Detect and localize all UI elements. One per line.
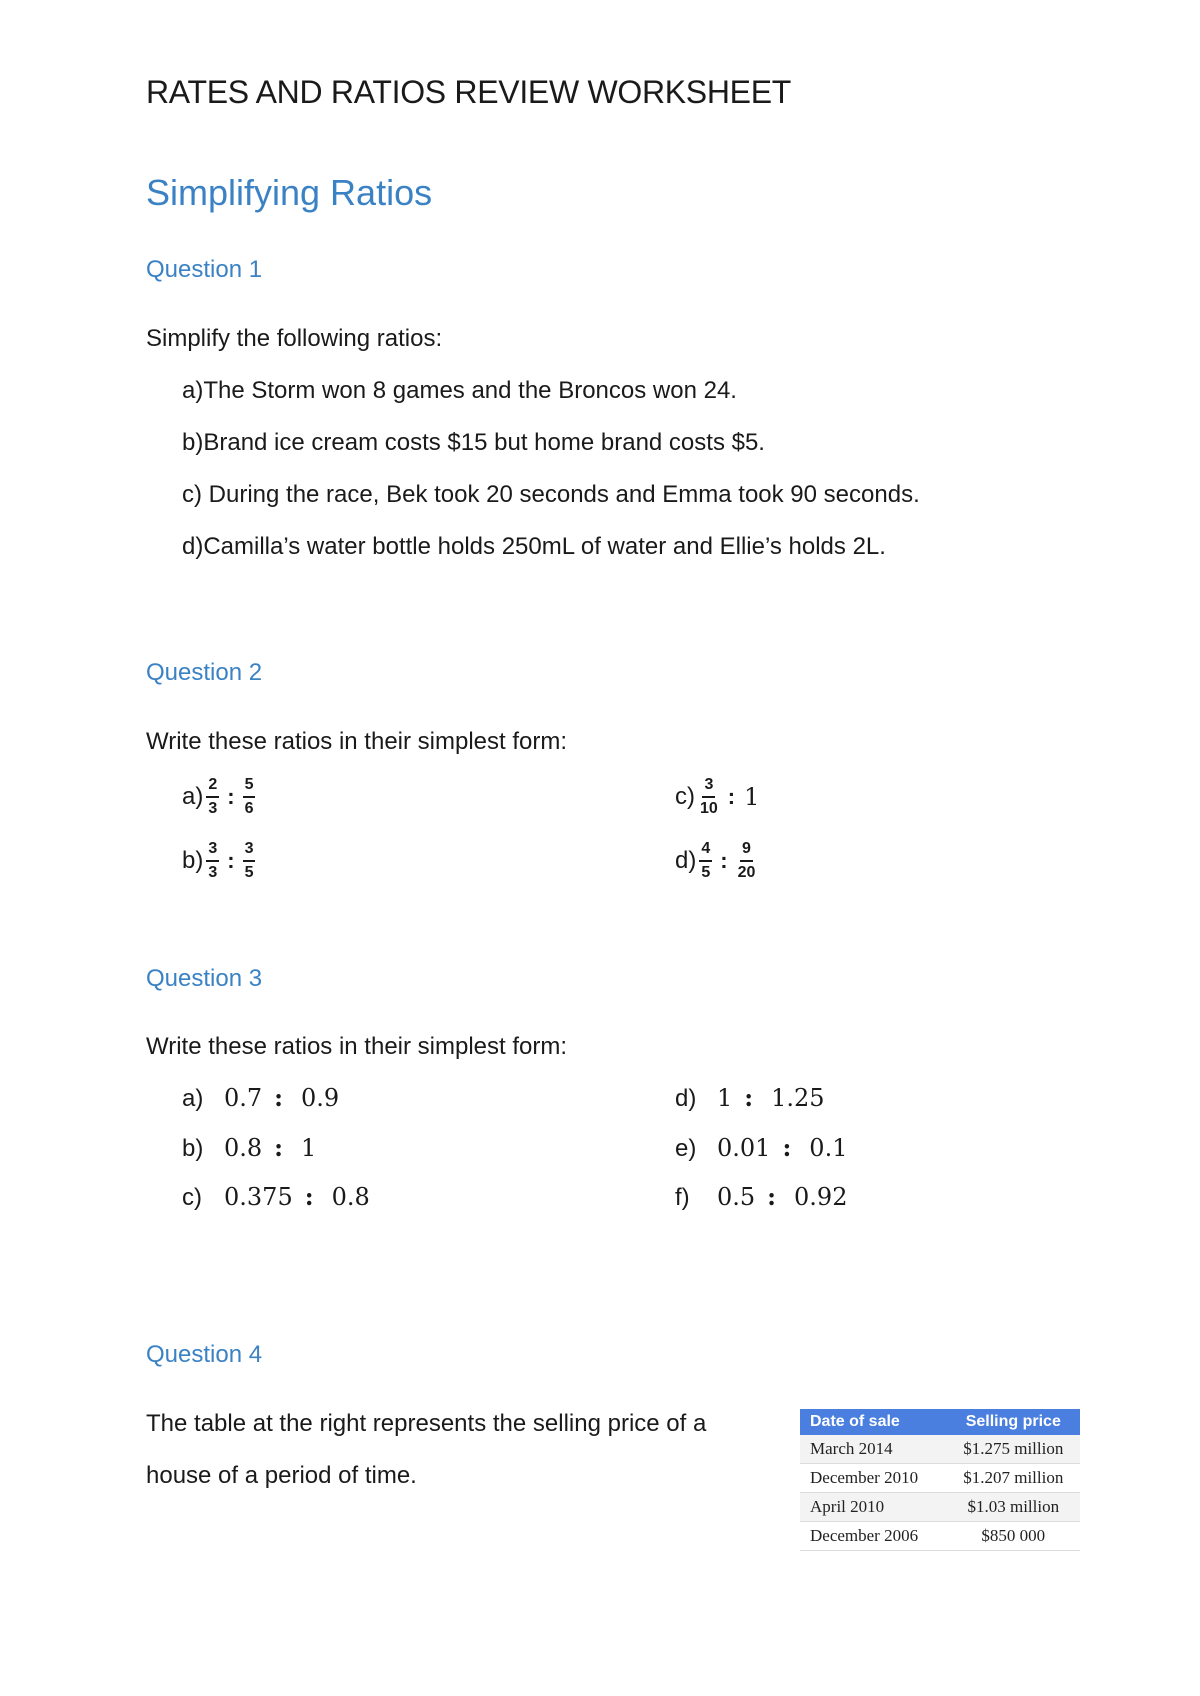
ratio-left: 0.8 (224, 1134, 263, 1162)
question-2-item-c (675, 776, 759, 819)
question-1-item-b: b)Brand ice cream costs $15 but home brand costs $5. (182, 429, 765, 456)
table-row (800, 1464, 1080, 1493)
ratio-colon: : (767, 1182, 777, 1211)
question-2-item-b (182, 840, 258, 883)
ratio-colon: : (274, 1133, 284, 1162)
ratio-right: 1 (301, 1134, 317, 1162)
numerator: 3 (702, 776, 715, 798)
price-cell: $850 000 (945, 1522, 1080, 1551)
denominator: 5 (701, 864, 711, 882)
date-cell: December 2010 (800, 1464, 945, 1493)
question-4-heading: Question 4 (146, 1341, 263, 1368)
date-cell: April 2010 (800, 1493, 945, 1522)
ratio-colon: : (227, 784, 235, 810)
column-header-date: Date of sale (800, 1409, 945, 1435)
question-3-item-a (182, 1083, 339, 1113)
price-cell: $1.207 million (945, 1464, 1080, 1493)
item-label: b) (182, 1135, 204, 1162)
item-label: a) (182, 1085, 204, 1112)
fraction (206, 776, 219, 819)
question-2-item-a (182, 776, 258, 819)
ratio-colon: : (744, 1083, 754, 1112)
ratio-left: 0.01 (717, 1134, 771, 1162)
ratio-right: 1.25 (771, 1084, 825, 1112)
denominator: 3 (208, 864, 218, 882)
ratio-right: 0.92 (794, 1183, 848, 1211)
ratio-right: 0.1 (809, 1134, 848, 1162)
table-row (800, 1493, 1080, 1522)
denominator: 5 (244, 864, 254, 882)
item-label: c) (675, 783, 695, 811)
question-2-item-d (675, 840, 760, 883)
question-2-prompt: Write these ratios in their simplest form: (146, 728, 568, 755)
ratio-right: 0.8 (331, 1183, 370, 1211)
question-3-item-f (675, 1182, 847, 1212)
ratio-colon: : (227, 848, 235, 874)
denominator: 20 (737, 864, 756, 882)
price-cell: $1.03 million (945, 1493, 1080, 1522)
question-3-item-b (182, 1133, 316, 1163)
ratio-right: 0.9 (301, 1084, 340, 1112)
numerator: 4 (699, 840, 712, 862)
ratio-left: 0.7 (224, 1084, 263, 1112)
item-label: e) (675, 1135, 697, 1162)
question-1-prompt: Simplify the following ratios: (146, 325, 443, 352)
item-label: b) (182, 847, 204, 875)
question-3-prompt: Write these ratios in their simplest form: (146, 1033, 568, 1060)
item-label: c) (182, 1184, 202, 1211)
question-1-heading: Question 1 (146, 256, 263, 283)
numerator: 2 (206, 776, 219, 798)
date-cell: December 2006 (800, 1522, 945, 1551)
worksheet-title: RATES AND RATIOS REVIEW WORKSHEET (146, 74, 791, 110)
numerator: 9 (740, 840, 753, 862)
item-label: d) (675, 1085, 697, 1112)
numerator: 3 (243, 840, 256, 862)
fraction (243, 840, 256, 883)
date-cell: March 2014 (800, 1435, 945, 1464)
question-4-text: The table at the right represents the selling price of a house of a period of time. (146, 1410, 707, 1489)
question-3-item-e (675, 1133, 847, 1163)
table-row (800, 1435, 1080, 1464)
whole-number: 1 (744, 783, 760, 812)
fraction (698, 776, 720, 819)
question-1-item-a: a)The Storm won 8 games and the Broncos won 24. (182, 377, 737, 404)
price-cell: $1.275 million (945, 1435, 1080, 1464)
ratio-colon: : (304, 1182, 314, 1211)
numerator: 5 (243, 776, 256, 798)
table-row (800, 1522, 1080, 1551)
denominator: 3 (208, 800, 218, 818)
ratio-colon: : (720, 848, 728, 874)
item-label: d) (675, 847, 697, 875)
question-3-item-c (182, 1182, 370, 1212)
selling-price-table (800, 1409, 1080, 1551)
ratio-left: 0.5 (717, 1183, 756, 1211)
ratio-left: 0.375 (224, 1183, 293, 1211)
column-header-price: Selling price (945, 1409, 1080, 1435)
item-label: f) (675, 1184, 690, 1211)
question-3-item-d (675, 1083, 825, 1113)
item-label: a) (182, 783, 204, 811)
numerator: 3 (206, 840, 219, 862)
ratio-colon: : (782, 1133, 792, 1162)
table-header-row (800, 1409, 1080, 1435)
fraction (206, 840, 219, 883)
question-2-heading: Question 2 (146, 659, 263, 686)
fraction (243, 776, 256, 819)
ratio-left: 1 (717, 1084, 733, 1112)
section-heading: Simplifying Ratios (146, 172, 433, 213)
denominator: 6 (244, 800, 254, 818)
ratio-colon: : (727, 784, 736, 810)
ratio-colon: : (274, 1083, 284, 1112)
question-3-heading: Question 3 (146, 965, 263, 992)
denominator: 10 (700, 800, 718, 818)
question-1-item-c: c) During the race, Bek took 20 seconds and Emma took 90 seconds. (182, 481, 920, 508)
question-1-item-d: d)Camilla’s water bottle holds 250mL of water and Ellie’s holds 2L. (182, 533, 886, 560)
fraction (699, 840, 712, 883)
fraction (736, 840, 758, 883)
